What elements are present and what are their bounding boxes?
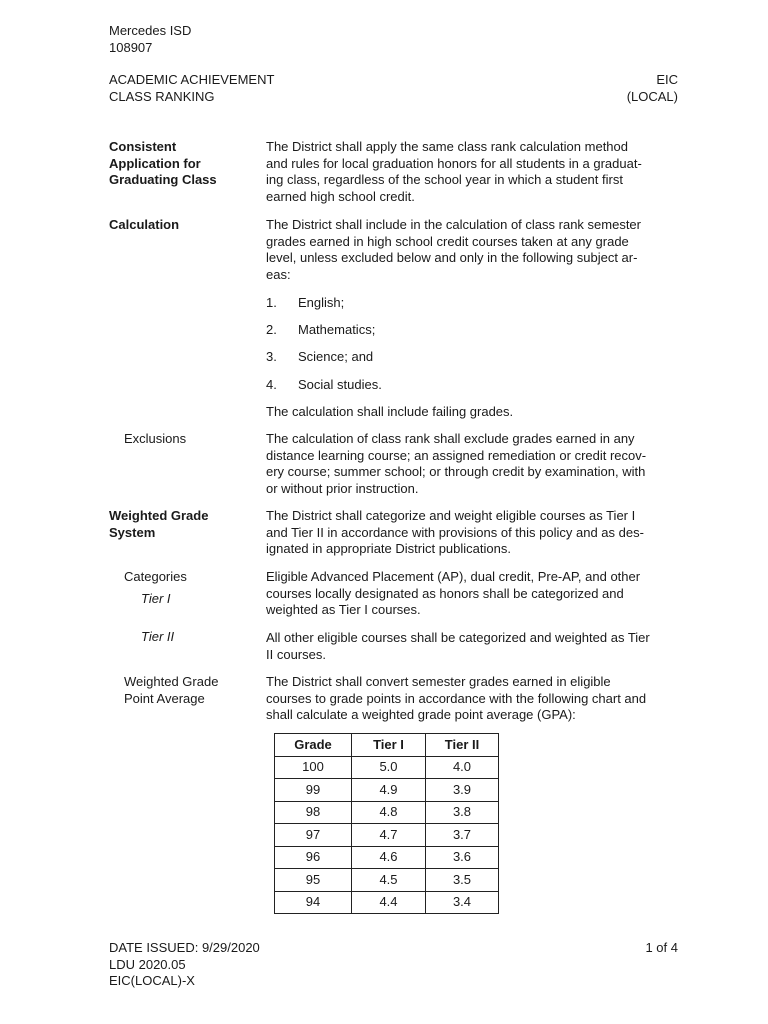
policy-title [109,72,409,105]
policy-code-type: (LOCAL) [626,88,678,104]
tier2-cell: 3.6 [426,846,499,869]
page-number: 1 of 4 [645,940,678,955]
section-label: Exclusions [124,431,187,446]
section-label: Weighted Grade Point Average [124,674,219,706]
grade-cell: 95 [275,869,352,892]
policy-category: ACADEMIC ACHIEVEMENT [109,72,275,87]
tier2-cell: 4.0 [426,756,499,779]
policy-code-id: EIC [656,72,678,87]
column-header: Tier I [352,734,426,757]
tier2-cell: 3.5 [426,869,499,892]
ldu-number: LDU 2020.05 [109,956,186,972]
page-footer-left [109,940,409,990]
district-number: 108907 [109,39,153,55]
section-label: Calculation [109,217,180,232]
table-row [275,779,499,802]
tier2-cell: 3.9 [426,779,499,802]
tier2-cell: 3.8 [426,801,499,824]
grade-cell: 99 [275,779,352,802]
tier1-cell: 4.6 [352,846,426,869]
grade-cell: 96 [275,846,352,869]
table-row [275,891,499,914]
column-header: Tier II [426,734,499,757]
grade-cell: 100 [275,756,352,779]
section-body: The District shall apply the same class rank calculation method and rules for local graduation honors for all students in a graduat- ing class, regardless of the school year in which a student first earned high school credit. [266,139,642,204]
table-row [275,846,499,869]
tier1-cell: 4.8 [352,801,426,824]
tier2-label: Tier II [141,629,175,644]
document-code: EIC(LOCAL)-X [109,973,195,988]
section-label: Consistent Application for Graduating Class [109,139,217,187]
section-body: The District shall convert semester grades earned in eligible courses to grade points in accordance with the following chart and shall calculate a weighted grade point average (GPA): [266,674,647,722]
section-body: The District shall include in the calculation of class rank semester grades earned in high school credit courses taken at any grade level, unless excluded below and only in the following subject ar- eas: [266,217,641,282]
table-row [275,869,499,892]
table-row [275,801,499,824]
tier1-cell: 4.9 [352,779,426,802]
table-row [275,756,499,779]
section-label: Weighted Grade System [109,508,209,540]
tier2-cell: 3.4 [426,891,499,914]
column-header: Grade [275,734,352,757]
tier1-cell: 4.7 [352,824,426,847]
grade-points-table [274,733,499,914]
grade-cell: 98 [275,801,352,824]
tier1-label: Tier I [141,591,171,606]
section-body: The calculation of class rank shall exclude grades earned in any distance learning course; an assigned remediation or credit recov- ery course; summer school; or through credit by examination, with or without prior instruction. [266,431,647,496]
policy-code [478,72,678,105]
date-issued: DATE ISSUED: 9/29/2020 [109,940,260,955]
section-body: The District shall categorize and weight eligible courses as Tier I and Tier II in accordance with provisions of this policy and as des- ignated in appropriate District publications. [266,508,644,556]
grade-cell: 97 [275,824,352,847]
document-page: Mercedes ISD 108907 ACADEMIC ACHIEVEMENT CLASS RANKING EIC (LOCAL) Consistent Application for Graduating Class The District shall apply the same class rank calculation method and rules for local graduation honors for all students in a graduat- ing class, regardless of the school year in which a student first earned high school credit. Calculation The District shall include in the calculation of class rank semester grades earned in high school credit courses taken at any grade level, unless excluded below and only in the following subject ar- eas: 1. English; 2. Mathematics; 3. Science; and 4. Social studies. The calculation shall include failing grades. Exclusions The calculation of class rank shall exclude grades earned in any distance learning course; an assigned remediation or credit recov- ery course; summer school; or through credit by examination, with or without prior instruction. Weighted Grade System The District shall categorize and weight eligible courses as Tier I and Tier II in accordance with provisions of this policy and as des- ignated in appropriate District publications. Categories Tier I Eligible Advanced Placement (AP), dual credit, Pre-AP, and other courses locally designated as honors shall be categorized and weighted as Tier I courses. Tier II All other eligible courses shall be categorized and weighted as Tier II courses. Weighted Grade Point Average The District shall convert semester grades earned in eligible courses to grade points in accordance with the following chart and shall calculate a weighted grade point average (GPA): Grade Tier I Tier II 100 5.0 4.0 99 4.9 3.9 98 4.8 3.8 97 4.7 3.7 96 4.6 3.6 95 4.5 3.5 94 4.4 3.4 DATE ISSUED: 9/29/2020 LDU 2020.05 EIC(LOCAL)-X 1 of 4 [109,23,678,988]
tier2-cell: 3.7 [426,824,499,847]
page-header-left [109,23,409,56]
tier1-cell: 4.4 [352,891,426,914]
tier2-body: All other eligible courses shall be categorized and weighted as Tier II courses. [266,630,650,662]
calculation-closing: The calculation shall include failing grades. [266,404,514,419]
tier1-cell: 5.0 [352,756,426,779]
tier1-body: Eligible Advanced Placement (AP), dual credit, Pre-AP, and other courses locally designated as honors shall be categorized and weighted as Tier I courses. [266,569,641,617]
tier1-cell: 4.5 [352,869,426,892]
section-label: Categories [124,569,187,584]
grade-cell: 94 [275,891,352,914]
table-header-row [275,734,499,757]
table-row [275,824,499,847]
policy-subcategory: CLASS RANKING [109,88,215,104]
district-name: Mercedes ISD [109,23,192,38]
